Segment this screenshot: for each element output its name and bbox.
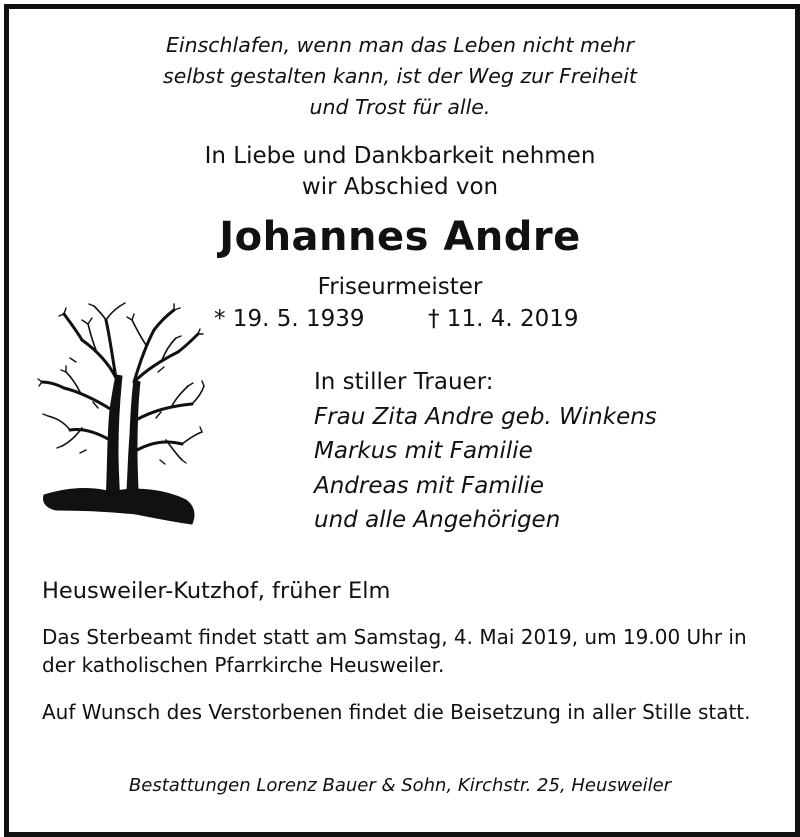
quote-line-1: Einschlafen, wenn man das Leben nicht mehr — [165, 33, 635, 57]
mourner-name: Frau Zita Andre geb. Winkens — [314, 403, 657, 430]
intro-line-1: In Liebe und Dankbarkeit nehmen — [204, 143, 596, 169]
mourner-name: Andreas mit Familie — [314, 472, 545, 499]
quote-line-2: selbst gestalten kann, ist der Weg zur Freiheit — [163, 64, 637, 88]
place-line: Heusweiler-Kutzhof, früher Elm — [42, 578, 391, 604]
service-paragraph: Das Sterbeamt findet statt am Samstag, 4. Mai 2019, um 19.00 Uhr in der katholischen Pfarrkirche Heusweiler. — [42, 625, 747, 677]
mourner-name: Markus mit Familie — [314, 438, 533, 464]
mourners-heading: In stiller Trauer: — [314, 369, 494, 395]
funeral-home-footer: Bestattungen Lorenz Bauer & Sohn, Kirchstr. 25, Heusweiler — [128, 775, 672, 796]
mourners-block — [314, 365, 657, 538]
death-date: † 11. 4. 2019 — [428, 306, 579, 332]
deceased-profession: Friseurmeister — [317, 274, 483, 300]
intro-line-2: wir Abschied von — [301, 174, 499, 200]
mourner-name: und alle Angehörigen — [314, 507, 561, 533]
birth-date: * 19. 5. 1939 — [214, 306, 365, 332]
intro-block — [0, 141, 800, 203]
quote-block — [0, 30, 800, 123]
tree-icon — [36, 300, 206, 535]
burial-paragraph: Auf Wunsch des Verstorbenen findet die Beisetzung in aller Stille statt. — [42, 700, 751, 724]
quote-line-3: und Trost für alle. — [309, 95, 491, 119]
deceased-name: Johannes Andre — [219, 214, 581, 260]
